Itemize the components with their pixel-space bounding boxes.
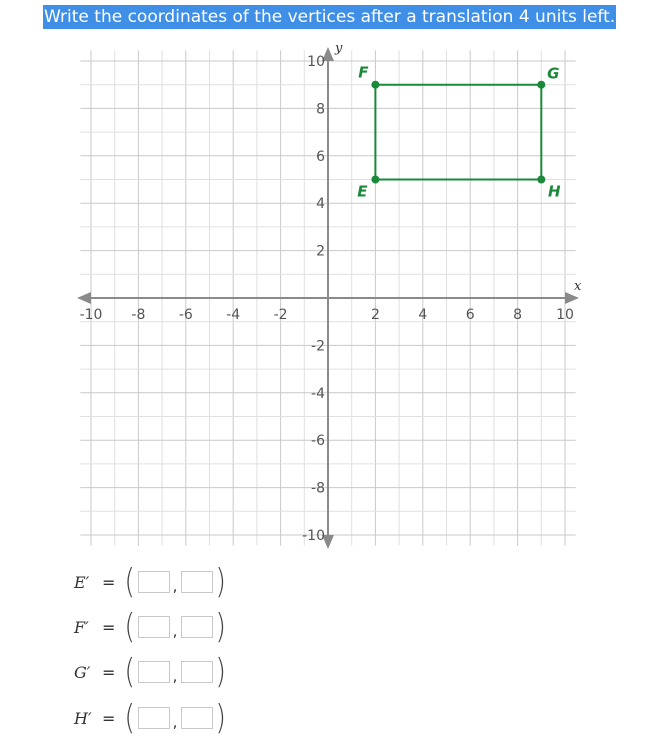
vertex-point-g <box>537 81 545 89</box>
vertex-label-h: H <box>548 182 561 201</box>
y-tick-label: -10 <box>302 528 325 544</box>
g-prime-x-input[interactable] <box>138 661 170 683</box>
open-paren: ( <box>124 607 136 647</box>
equals-sign: = <box>102 572 116 592</box>
x-tick-label: -4 <box>226 307 241 323</box>
comma: , <box>172 577 178 595</box>
f-prime-x-input[interactable] <box>138 616 170 638</box>
close-paren: ) <box>215 698 227 738</box>
vertex-point-f <box>371 81 379 89</box>
x-tick-label: -2 <box>273 307 288 323</box>
x-tick-label: 4 <box>418 307 428 323</box>
g-prime-y-input[interactable] <box>181 661 213 683</box>
close-paren: ) <box>215 652 227 692</box>
answer-label-e: E′ <box>74 572 90 592</box>
vertex-label-f: F <box>358 63 369 82</box>
y-tick-label: -8 <box>311 480 325 497</box>
equals-sign: = <box>102 708 116 728</box>
answer-row-e <box>74 562 228 602</box>
answer-row-g <box>74 652 228 692</box>
vertex-label-g: G <box>547 64 560 83</box>
y-tick-label: 6 <box>316 148 325 165</box>
answer-row-h <box>74 698 228 738</box>
answer-label-f: F′ <box>74 617 89 637</box>
answer-row-f <box>74 607 228 647</box>
comma: , <box>172 622 178 640</box>
y-tick-label: 4 <box>316 196 325 213</box>
e-prime-x-input[interactable] <box>138 571 170 593</box>
y-tick-label: 2 <box>316 243 325 260</box>
y-tick-label: -2 <box>311 338 325 355</box>
x-tick-label: -6 <box>178 307 193 323</box>
answer-label-h: H′ <box>74 708 92 728</box>
equals-sign: = <box>102 662 116 682</box>
e-prime-y-input[interactable] <box>181 571 213 593</box>
x-tick-label: 6 <box>465 307 475 323</box>
y-tick-label: 10 <box>307 54 325 70</box>
axes <box>77 47 579 549</box>
answer-label-g: G′ <box>74 662 91 682</box>
comma: , <box>172 713 178 731</box>
y-tick-label: -4 <box>311 385 325 402</box>
x-tick-label: -8 <box>131 307 146 323</box>
close-paren: ) <box>215 562 227 602</box>
x-tick-label: 10 <box>556 307 574 323</box>
open-paren: ( <box>124 562 136 602</box>
x-axis-label: x <box>574 279 582 294</box>
open-paren: ( <box>124 652 136 692</box>
question-prompt: Write the coordinates of the vertices after a translation 4 units left. <box>44 7 616 27</box>
x-tick-label: 8 <box>513 307 523 323</box>
x-axis-left-arrow <box>77 292 91 304</box>
h-prime-y-input[interactable] <box>181 707 213 729</box>
close-paren: ) <box>215 607 227 647</box>
h-prime-x-input[interactable] <box>138 707 170 729</box>
y-axis-label: y <box>335 41 343 56</box>
open-paren: ( <box>124 698 136 738</box>
y-tick-label: -6 <box>311 433 325 450</box>
y-tick-label: 8 <box>316 101 325 118</box>
equals-sign: = <box>102 617 116 637</box>
vertex-point-h <box>537 176 545 184</box>
vertex-point-e <box>371 176 379 184</box>
x-tick-label: 2 <box>370 307 380 323</box>
f-prime-y-input[interactable] <box>181 616 213 638</box>
x-tick-label: -10 <box>79 307 103 323</box>
comma: , <box>172 667 178 685</box>
vertex-label-e: E <box>357 182 368 201</box>
